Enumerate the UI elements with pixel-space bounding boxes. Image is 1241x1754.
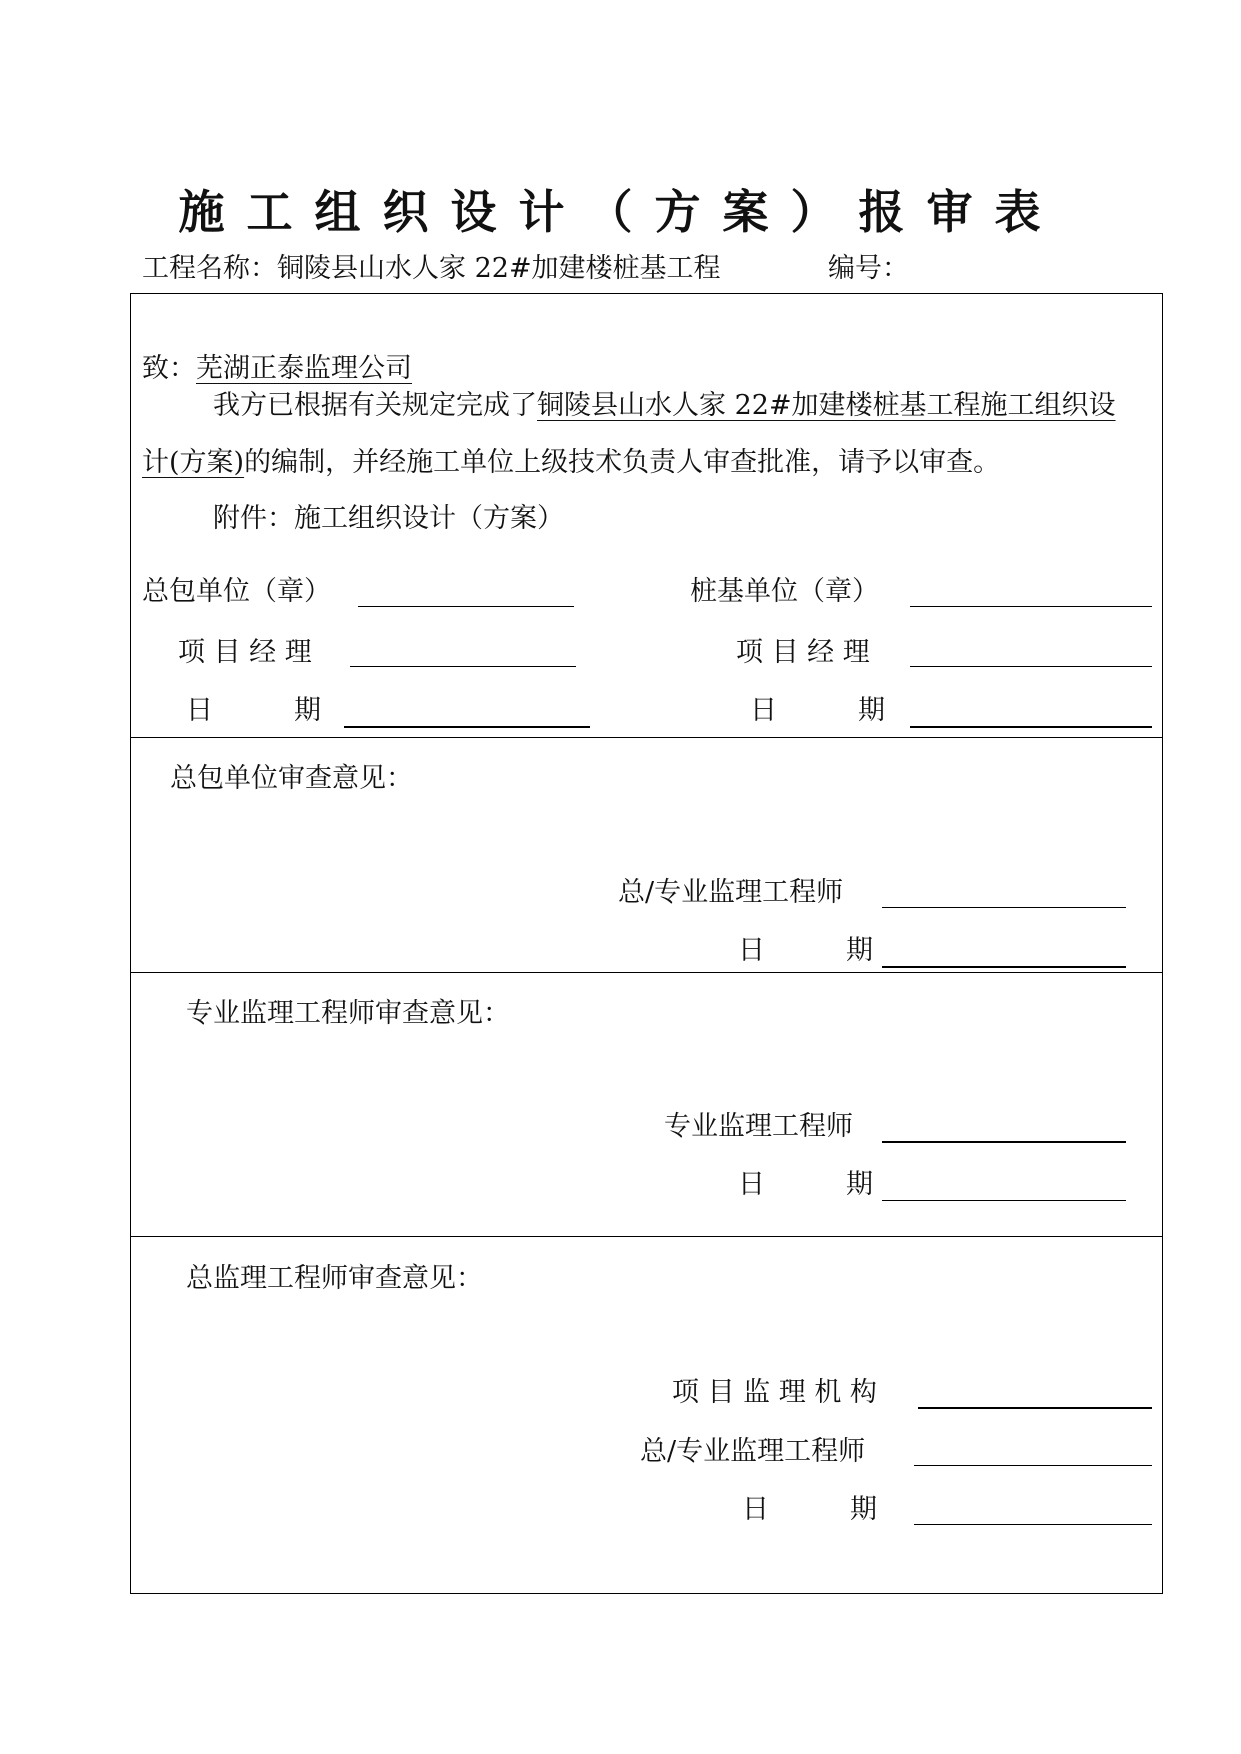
statement-line-1 [213,389,1116,423]
section4-engineer-line[interactable] [914,1465,1152,1466]
statement-project-2: 计(方案) [142,447,245,478]
section3-engineer-label: 专业监理工程师 [664,1111,853,1142]
section4-engineer-label: 总/专业监理工程师 [640,1436,866,1467]
section2-engineer-label: 总/专业监理工程师 [618,877,844,908]
to-company: 芜湖正泰监理公司 [196,353,412,384]
section3-engineer-line[interactable] [882,1141,1126,1143]
project-manager-right-line[interactable] [910,666,1152,667]
supervision-org-line[interactable] [918,1407,1152,1409]
project-manager-left-line[interactable] [350,666,576,667]
section4-date-label: 日 期 [742,1494,877,1525]
section2-engineer-line[interactable] [882,907,1126,908]
section3-date-line[interactable] [882,1200,1126,1201]
chief-engineer-review-heading: 总监理工程师审查意见： [186,1263,483,1294]
section2-date-label: 日 期 [738,935,873,966]
form-title: 施工组织设计（方案）报审表 [178,185,1063,239]
row-divider-2 [130,972,1163,973]
pile-contractor-seal-line[interactable] [910,606,1152,607]
general-contractor-seal-label: 总包单位（章） [142,576,331,607]
number-label: 编号： [828,253,909,284]
statement-suffix: 的编制，并经施工单位上级技术负责人审查批准，请予以审查。 [244,447,1001,478]
project-manager-left-label: 项 目 经 理 [178,637,312,668]
date-right-line[interactable] [910,726,1152,728]
statement-prefix: 我方已根据有关规定完成了 [213,390,537,421]
form-table [130,293,1163,1594]
date-left-line[interactable] [344,726,590,728]
attachment-label: 附件：施工组织设计（方案） [213,503,564,534]
section3-date-label: 日 期 [738,1169,873,1200]
statement-project-1: 铜陵县山水人家 22#加建楼桩基工程施工组织设 [537,390,1116,421]
project-manager-right-label: 项 目 经 理 [736,637,870,668]
to-label: 致： [142,353,196,384]
section2-date-line[interactable] [882,966,1126,968]
supervision-org-label: 项 目 监 理 机 构 [672,1377,877,1408]
addressee [142,352,412,386]
project-name-label: 工程名称：铜陵县山水人家 22#加建楼桩基工程 [142,253,721,284]
statement-line-2 [142,446,1000,480]
specialist-engineer-review-heading: 专业监理工程师审查意见： [186,998,510,1029]
general-contractor-review-heading: 总包单位审查意见： [170,763,413,794]
date-left-label: 日 期 [186,695,321,726]
row-divider-3 [130,1236,1163,1237]
row-divider-1 [130,737,1163,738]
section4-date-line[interactable] [914,1524,1152,1525]
pile-contractor-seal-label: 桩基单位（章） [690,576,879,607]
general-contractor-seal-line[interactable] [358,606,574,607]
date-right-label: 日 期 [750,695,885,726]
